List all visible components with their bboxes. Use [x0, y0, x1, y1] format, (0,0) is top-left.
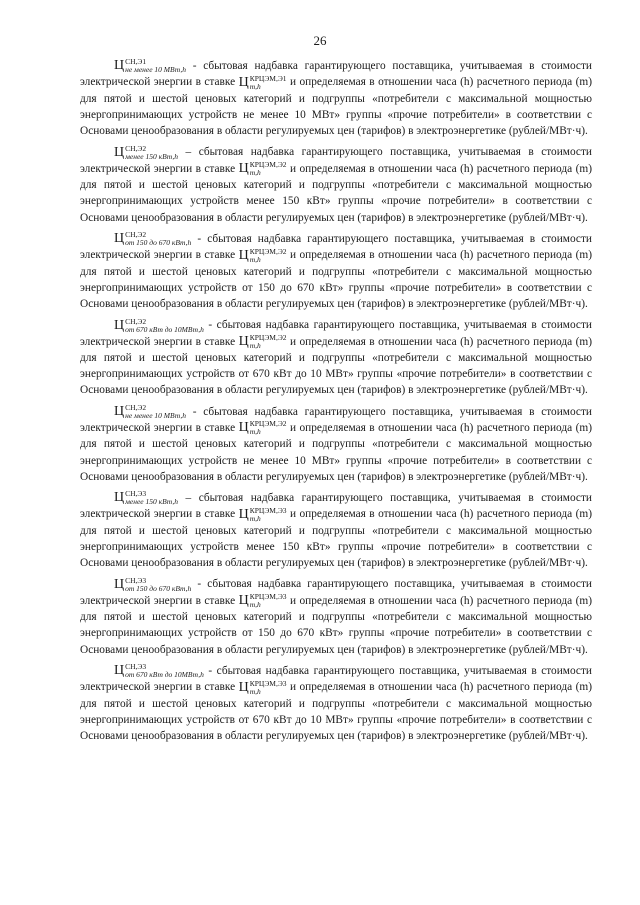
rate-superscript: КРЦЭМ,Э2: [249, 419, 287, 429]
rate-superscript: КРЦЭМ,Э3: [249, 678, 287, 688]
symbol-subscript: от 670 кВт до 10МВт,h: [125, 670, 204, 680]
definition-text: и определяемая в отношении часа (h) расчетного периода (m) для пятой и шестой ценовых категорий и подгруппы «потребители с максимальной мощностью энергопринимающих устройств от 150 до 670 кВт» группы «прочие потребители» в соответствии с Основами ценообразования в области регулируемых цен (тарифов) в электроэнергетике (рублей/МВт·ч).: [80, 594, 592, 656]
definition-paragraph: [80, 663, 592, 744]
symbol-superscript: СН,Э2: [125, 230, 147, 240]
rate-base: Ц: [238, 333, 249, 349]
rate-superscript: КРЦЭМ,Э3: [249, 505, 287, 515]
definition-paragraph: [80, 231, 592, 312]
rate-base: Ц: [238, 161, 249, 177]
symbol-superscript: СН,Э2: [125, 402, 147, 412]
rate-superscript: КРЦЭМ,Э3: [249, 592, 287, 602]
rate-superscript: КРЦЭМ,Э2: [249, 160, 287, 170]
definition-text: - сбытовая надбавка гарантирующего поставщика, учитываемая в стоимости электрической энергии в ставке: [80, 664, 592, 694]
rate-symbol: [239, 507, 287, 523]
definition-text: и определяемая в отношении часа (h) расчетного периода (m) для пятой и шестой ценовых категорий и подгруппы «потребители с максимальной мощностью энергопринимающих устройств от 150 до 670 кВт» группы «прочие потребители» в соответствии с Основами ценообразования в области регулируемых цен (тарифов) в электроэнергетике (рублей/МВт·ч).: [80, 249, 592, 310]
markup-symbol: [114, 404, 186, 420]
definition-text: - сбытовая надбавка гарантирующего поставщика, учитываемая в стоимости электрической энергии в ставке: [80, 232, 592, 262]
definition-text: и определяемая в отношении часа (h) расчетного периода (m) для пятой и шестой ценовых категорий и подгруппы «потребители с максимальной мощностью энергопринимающих устройств не менее 10 МВт» группы «прочие потребители» в соответствии с Основами ценообразования в области регулируемых цен (тарифов) в электроэнергетике (рублей/МВт·ч).: [80, 421, 592, 483]
rate-symbol: [239, 593, 287, 609]
markup-symbol: [114, 663, 204, 679]
symbol-subscript: от 150 до 670 кВт,h: [125, 583, 192, 593]
symbol-superscript: СН,Э1: [125, 57, 147, 67]
symbol-base: Ц: [114, 317, 125, 333]
definition-paragraph: [80, 404, 592, 485]
symbol-base: Ц: [114, 490, 125, 506]
definition-text: – сбытовая надбавка гарантирующего поставщика, учитываемая в стоимости электрической энергии в ставке: [80, 491, 592, 521]
definition-paragraph: [80, 317, 592, 398]
rate-symbol: [239, 75, 287, 91]
rate-superscript: КРЦЭМ,Э2: [249, 246, 287, 256]
rate-base: Ц: [238, 679, 249, 695]
symbol-base: Ц: [114, 576, 125, 592]
symbol-subscript: от 670 кВт до 10МВт,h: [125, 324, 204, 334]
definition-text: и определяемая в отношении часа (h) расчетного периода (m) для пятой и шестой ценовых категорий и подгруппы «потребители с максимальной мощностью энергопринимающих устройств не менее 10 МВт» группы «прочие потребители» в соответствии с Основами ценообразования в области регулируемых цен (тарифов) в электроэнергетике (рублей/МВт·ч).: [80, 76, 592, 138]
symbol-base: Ц: [114, 403, 125, 419]
definition-text: - сбытовая надбавка гарантирующего поставщика, учитываемая в стоимости электрической энергии в ставке: [80, 60, 592, 89]
symbol-subscript: не менее 10 МВт,h: [125, 410, 186, 420]
markup-symbol: [114, 58, 186, 74]
rate-base: Ц: [238, 506, 249, 522]
definition-text: и определяемая в отношении часа (h) расчетного периода (m) для пятой и шестой ценовых категорий и подгруппы «потребители с максимальной мощностью энергопринимающих устройств менее 150 кВт» группы «прочие потребители» в соответствии с Основами ценообразования в области регулируемых цен (тарифов) в электроэнергетике (рублей/МВт·ч).: [80, 508, 592, 570]
symbol-base: Ц: [114, 58, 125, 74]
symbol-superscript: СН,Э3: [125, 662, 147, 672]
definition-text: - сбытовая надбавка гарантирующего поставщика, учитываемая в стоимости электрической энергии в ставке: [80, 578, 592, 607]
rate-superscript: КРЦЭМ,Э2: [249, 332, 287, 342]
rate-symbol: [239, 161, 287, 177]
symbol-subscript: от 150 до 670 кВт,h: [125, 238, 192, 248]
rate-subscript: m,h: [249, 254, 261, 264]
symbol-superscript: СН,Э2: [125, 143, 147, 153]
symbol-base: Ц: [114, 231, 125, 247]
markup-symbol: [114, 231, 191, 247]
rate-subscript: m,h: [249, 600, 261, 610]
symbol-subscript: менее 150 кВт,h: [125, 151, 179, 161]
rate-subscript: m,h: [249, 81, 261, 91]
rate-subscript: m,h: [249, 168, 261, 178]
rate-subscript: m,h: [249, 340, 261, 350]
rate-subscript: m,h: [249, 686, 261, 696]
definition-text: и определяемая в отношении часа (h) расчетного периода (m) для пятой и шестой ценовых категорий и подгруппы «потребители с максимальной мощностью энергопринимающих устройств менее 150 кВт» группы «прочие потребители» в соответствии с Основами ценообразования в области регулируемых цен (тарифов) в электроэнергетике (рублей/МВт·ч).: [80, 162, 592, 224]
definition-text: - сбытовая надбавка гарантирующего поставщика, учитываемая в стоимости электрической энергии в ставке: [80, 405, 592, 434]
symbol-superscript: СН,Э3: [125, 575, 147, 585]
definition-paragraph: [80, 58, 592, 139]
markup-symbol: [114, 318, 204, 334]
document-body: [80, 58, 592, 749]
rate-base: Ц: [238, 247, 249, 263]
markup-symbol: [114, 577, 191, 593]
definition-text: и определяемая в отношении часа (h) расчетного периода (m) для пятой и шестой ценовых категорий и подгруппы «потребители с максимальной мощностью энергопринимающих устройств от 670 кВт до 10 МВт» группы «прочие потребители» в соответствии с Основами ценообразования в области регулируемых цен (тарифов) в электроэнергетике (рублей/МВт·ч).: [80, 681, 592, 742]
rate-symbol: [239, 248, 287, 264]
symbol-subscript: менее 150 кВт,h: [125, 497, 179, 507]
symbol-superscript: СН,Э2: [125, 316, 147, 326]
symbol-base: Ц: [114, 663, 125, 679]
definition-paragraph: [80, 576, 592, 657]
markup-symbol: [114, 490, 178, 506]
rate-subscript: m,h: [249, 513, 261, 523]
rate-base: Ц: [238, 420, 249, 436]
definition-paragraph: [80, 490, 592, 571]
symbol-subscript: не менее 10 МВт,h: [125, 65, 186, 75]
markup-symbol: [114, 145, 178, 161]
rate-symbol: [239, 420, 287, 436]
rate-subscript: m,h: [249, 427, 261, 437]
symbol-base: Ц: [114, 144, 125, 160]
page-number: 26: [313, 33, 327, 48]
definition-text: – сбытовая надбавка гарантирующего поставщика, учитываемая в стоимости электрической энергии в ставке: [80, 146, 592, 175]
rate-base: Ц: [238, 74, 249, 90]
definition-paragraph: [80, 144, 592, 225]
rate-base: Ц: [238, 593, 249, 609]
symbol-superscript: СН,Э3: [125, 489, 147, 499]
definition-text: и определяемая в отношении часа (h) расчетного периода (m) для пятой и шестой ценовых категорий и подгруппы «потребители с максимальной мощностью энергопринимающих устройств от 670 кВт до 10 МВт» группы «прочие потребители» в соответствии с Основами ценообразования в области регулируемых цен (тарифов) в электроэнергетике (рублей/МВт·ч).: [80, 335, 592, 397]
rate-symbol: [239, 680, 287, 696]
rate-superscript: КРЦЭМ,Э1: [249, 73, 287, 83]
definition-text: - сбытовая надбавка гарантирующего поставщика, учитываемая в стоимости электрической энергии в ставке: [80, 319, 592, 348]
rate-symbol: [239, 334, 287, 350]
